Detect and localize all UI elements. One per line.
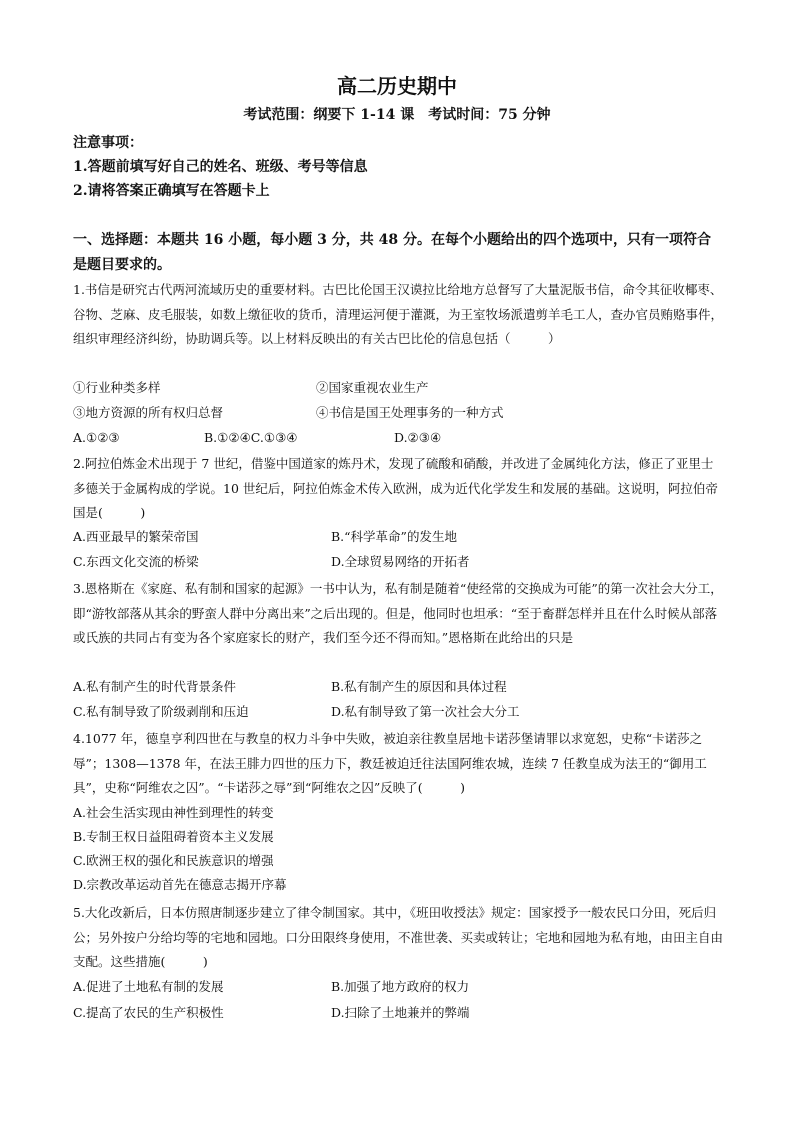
q4-option-a: A.社会生活实现由神性到理性的转变 <box>73 805 274 820</box>
notice-item: 2.请将答案正确填写在答题卡上 <box>73 183 270 199</box>
q4-option-d: D.宗教改革运动首先在德意志揭开序幕 <box>73 877 287 892</box>
q2-option-d: D.全球贸易网络的开拓者 <box>331 554 470 569</box>
page-title: 高二历史期中 <box>337 74 457 98</box>
question-5-stem: 5.大化改新后，日本仿照唐制逐步建立了律令制国家。其中，《班田收授法》规定：国家授予一般农民口分田，死后归公；另外按户分给均等的宅地和园地。口分田限终身使用，不准世袭、买卖或转让；宅地和园地为私有地，由田主自由支配。这些措施( ) <box>73 905 724 969</box>
q2-option-c: C.东西文化交流的桥梁 <box>73 554 199 569</box>
question-1-stem: 1.书信是研究古代两河流域历史的重要材料。古巴比伦国王汉谟拉比给地方总督写了大量泥版书信，命令其征收椰枣、谷物、芝麻、皮毛服装，如数上缴征收的货币，清理运河便于灌溉，为王室牧场派遣剪羊毛工人，查办官员贿赂事件，组织审理经济纠纷，协助调兵等。以上材料反映出的有关古巴比伦的信息包括（ ） <box>73 282 724 346</box>
q4-option-c: C.欧洲王权的强化和民族意识的增强 <box>73 853 274 868</box>
q4-option-b: B.专制王权日益阻碍着资本主义发展 <box>73 829 274 844</box>
exam-scope-time: 考试范围：纲要下 1-14 课 考试时间：75 分钟 <box>243 107 551 123</box>
q5-option-c: C.提高了农民的生产积极性 <box>73 1005 224 1020</box>
q1-statement-3: ③地方资源的所有权归总督 <box>73 405 224 420</box>
q1-statement-1: ①行业种类多样 <box>73 380 161 395</box>
q3-option-d: D.私有制导致了第一次社会大分工 <box>331 704 520 719</box>
q1-option-d: D.②③④ <box>394 430 442 445</box>
q3-option-c: C.私有制导致了阶级剥削和压迫 <box>73 704 249 719</box>
q1-statement-4: ④书信是国王处理事务的一种方式 <box>316 405 504 420</box>
q2-option-b: B.“科学革命”的发生地 <box>331 529 457 544</box>
q1-option-a: A.①②③ <box>73 430 120 445</box>
q5-option-b: B.加强了地方政府的权力 <box>331 979 470 994</box>
q1-option-bc: B.①②④C.①③④ <box>204 430 298 445</box>
section-heading: 一、选择题：本题共 16 小题，每小题 3 分，共 48 分。在每个小题给出的四个选项中，只有一项符合是题目要求的。 <box>73 232 711 273</box>
q1-statement-2: ②国家重视农业生产 <box>316 380 429 395</box>
q2-option-a: A.西亚最早的繁荣帝国 <box>73 529 199 544</box>
q5-option-d: D.扫除了土地兼并的弊端 <box>331 1005 470 1020</box>
notice-title: 注意事项： <box>73 135 143 151</box>
question-4-stem: 4.1077 年，德皇亨利四世在与教皇的权力斗争中失败，被迫亲往教皇居地卡诺莎堡请罪以求宽恕，史称“卡诺莎之辱”；1308—1378 年，在法王腓力四世的压力下，教廷被迫迁往法国阿维农城，连续 7 任教皇成为法王的“御用工具”，史称“阿维农之囚”。“卡诺莎之辱”到“阿维农之囚”反映了( ) <box>73 731 707 795</box>
question-2-stem: 2.阿拉伯炼金术出现于 7 世纪，借鉴中国道家的炼丹术，发现了硫酸和硝酸，并改进了金属纯化方法，修正了亚里士多德关于金属构成的学说。10 世纪后，阿拉伯炼金术传入欧洲，成为近代化学发生和发展的基础。这说明，阿拉伯帝国是( ) <box>73 456 718 520</box>
notice-item: 1.答题前填写好自己的姓名、班级、考号等信息 <box>73 159 368 175</box>
question-3-stem: 3.恩格斯在《家庭、私有制和国家的起源》一书中认为，私有制是随着“使经常的交换成为可能”的第一次社会大分工，即“游牧部落从其余的野蛮人群中分离出来”之后出现的。但是，他同时也坦承：“至于畜群怎样并且在什么时候从部落或氏族的共同占有变为各个家庭家长的财产，我们至今还不得而知。”恩格斯在此给出的只是 <box>73 581 723 645</box>
q3-option-b: B.私有制产生的原因和具体过程 <box>331 679 507 694</box>
q5-option-a: A.促进了土地私有制的发展 <box>73 979 224 994</box>
q3-option-a: A.私有制产生的时代背景条件 <box>73 679 237 694</box>
